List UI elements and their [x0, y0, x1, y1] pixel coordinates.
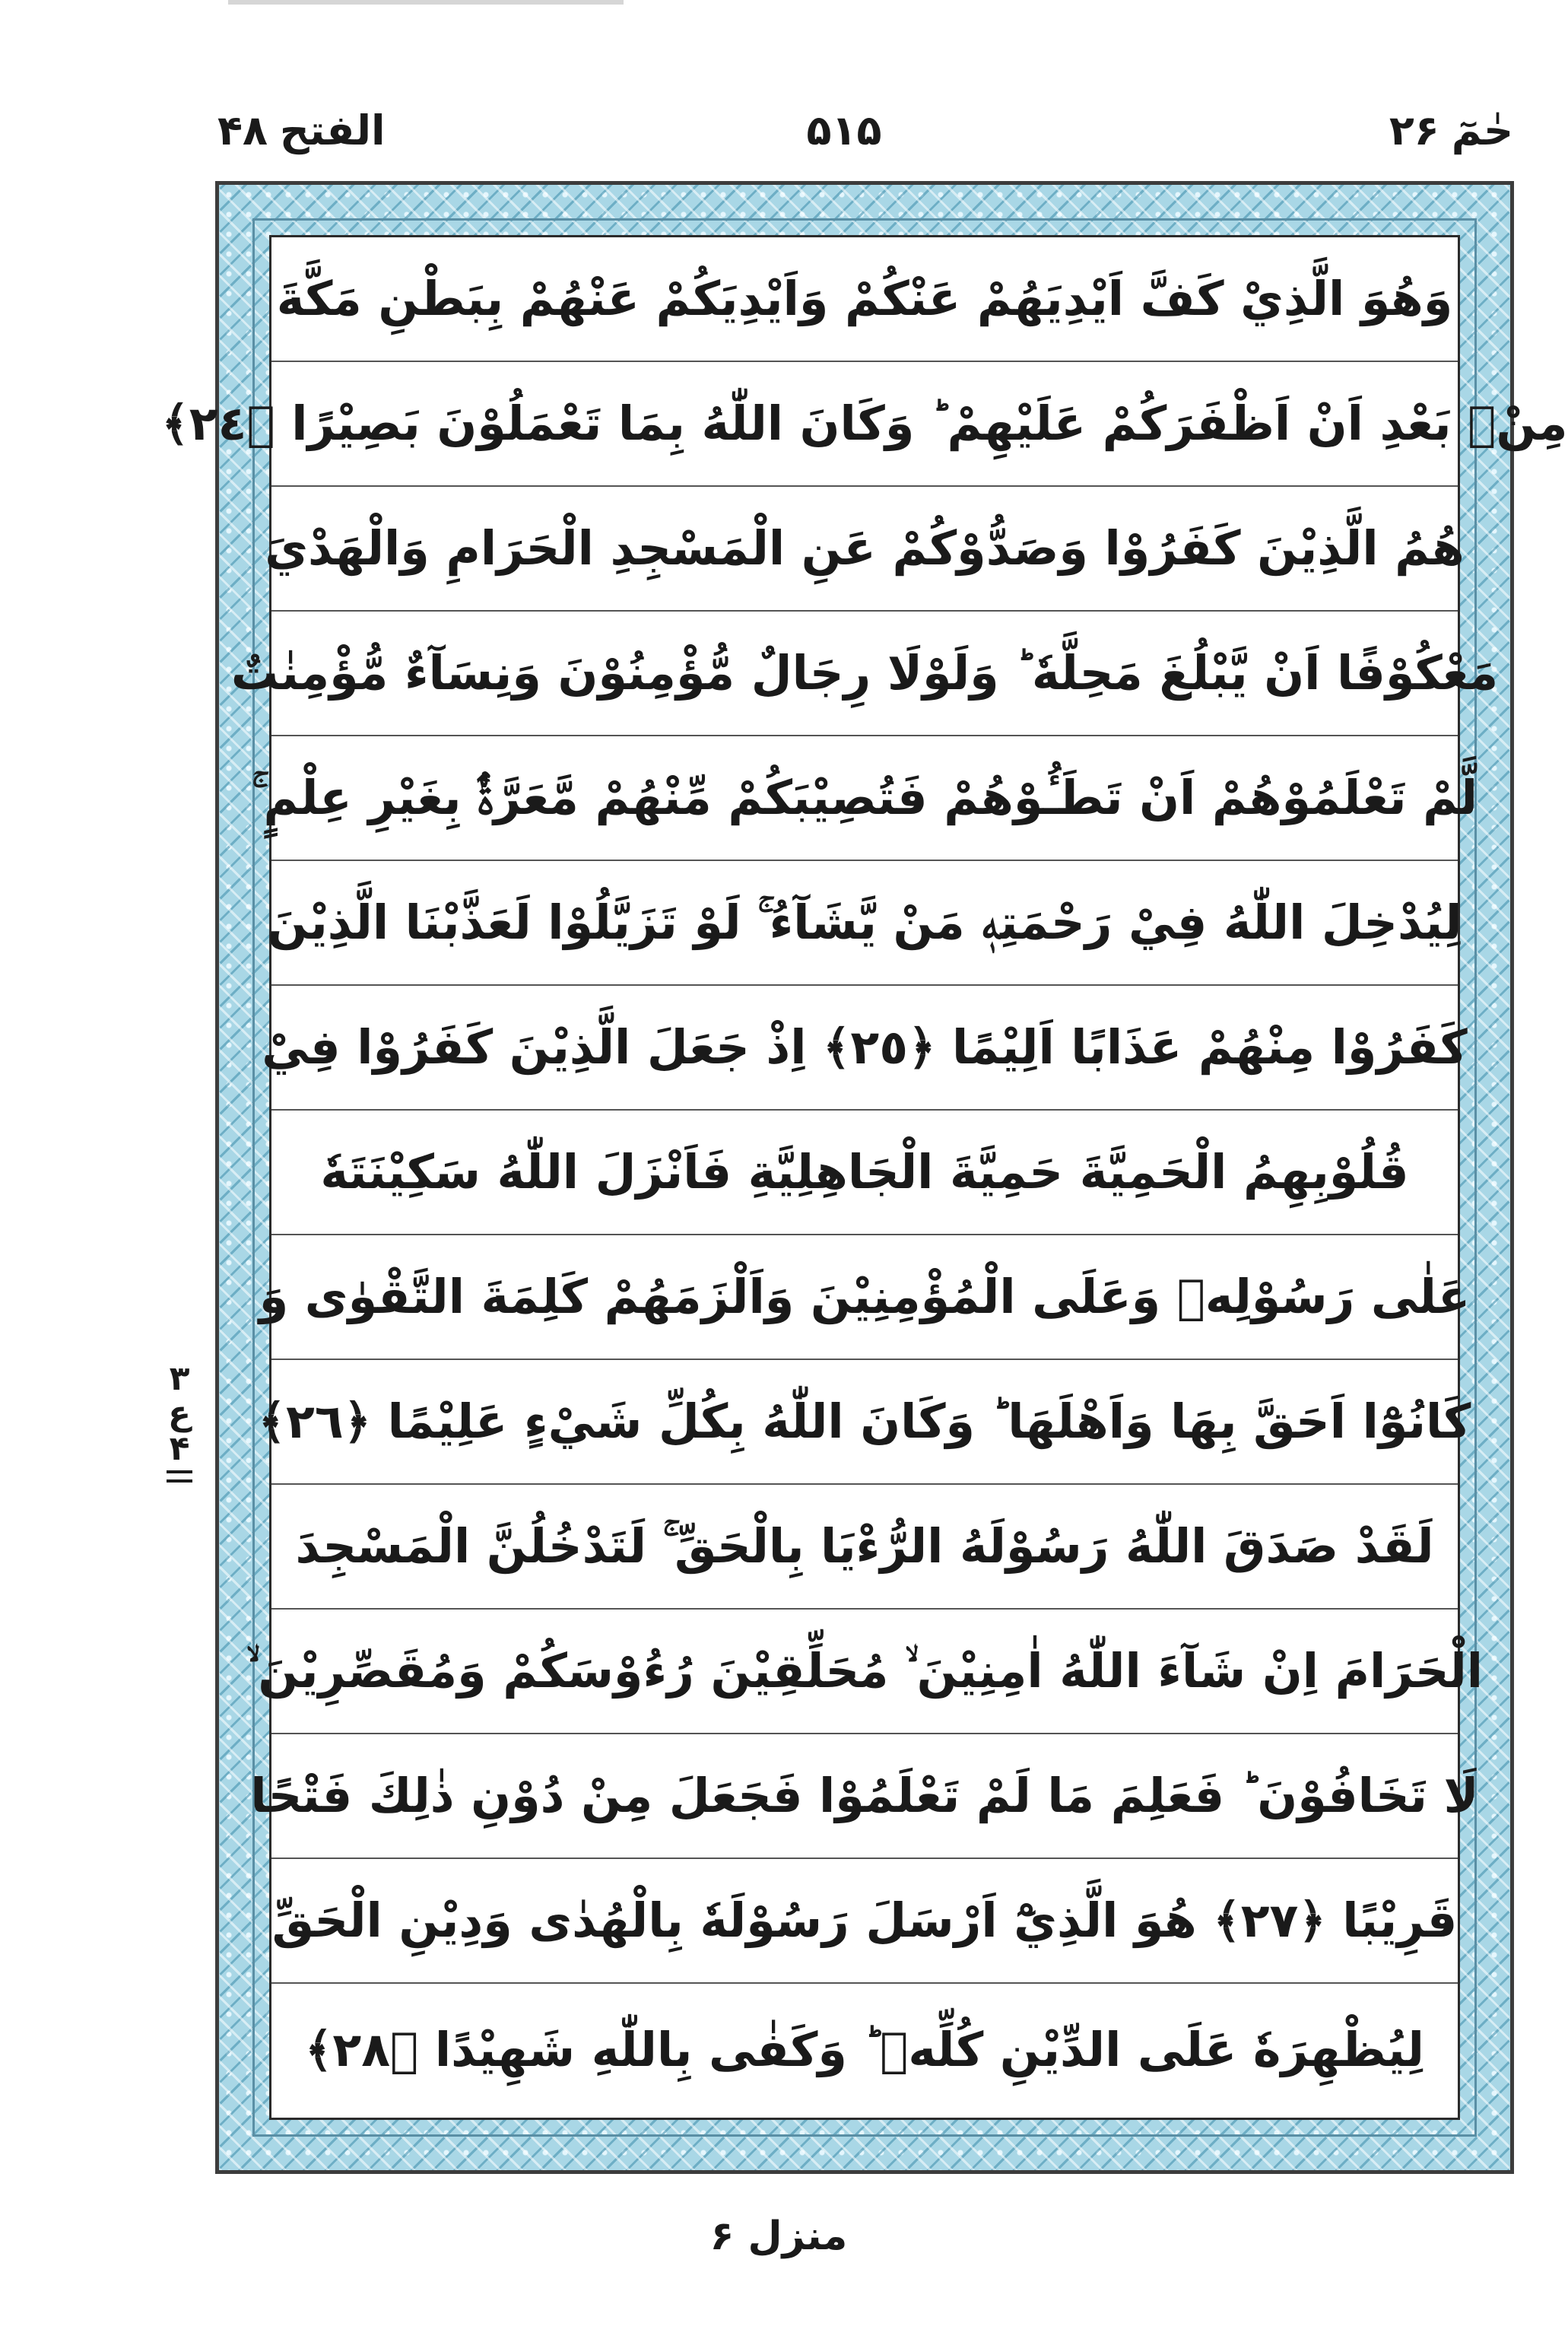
verse-line: الْحَرَامَ اِنْ شَآءَ اللّٰهُ اٰمِنِيْنَ ۙ مُحَلِّقِيْنَ رُءُوْسَكُمْ وَمُقَصِّرِيْنَ ۙ	[271, 1610, 1458, 1734]
verse-line: لِيُدْخِلَ اللّٰهُ فِيْ رَحْمَتِهٖ مَنْ يَّشَآءُ ۚ لَوْ تَزَيَّلُوْا لَعَذَّبْنَا الَّذِيْنَ	[271, 861, 1458, 986]
verse-line: هُمُ الَّذِيْنَ كَفَرُوْا وَصَدُّوْكُمْ عَنِ الْمَسْجِدِ الْحَرَامِ وَالْهَدْيَ	[271, 487, 1458, 612]
ruku-bottom-number: ۴	[169, 1429, 190, 1469]
decorative-border	[161, 181, 1568, 2174]
surah-number: ۴۸	[217, 106, 268, 154]
verse-text-panel	[161, 235, 1568, 2120]
top-edge-line	[228, 0, 624, 5]
verse-line: عَلٰى رَسُوْلِهٖ وَعَلَى الْمُؤْمِنِيْنَ وَاَلْزَمَهُمْ كَلِمَةَ التَّقْوٰى وَ	[271, 1235, 1458, 1360]
verse-line: قَرِيْبًا ﴿٢٧﴾ هُوَ الَّذِيْٓ اَرْسَلَ رَسُوْلَهٗ بِالْهُدٰى وَدِيْنِ الْحَقِّ	[271, 1859, 1458, 1984]
verse-line: مِنْۢ بَعْدِ اَنْ اَظْفَرَكُمْ عَلَيْهِمْ ؕ وَكَانَ اللّٰهُ بِمَا تَعْمَلُوْنَ بَصِيْرًا ﴿٢٤﴾	[271, 362, 1458, 487]
surah-name: الفتح	[279, 106, 386, 154]
surah-label	[205, 106, 386, 154]
verse-line: وَهُوَ الَّذِيْ كَفَّ اَيْدِيَهُمْ عَنْكُمْ وَاَيْدِيَكُمْ عَنْهُمْ بِبَطْنِ مَكَّةَ	[271, 237, 1458, 362]
page-header	[175, 97, 1513, 166]
verse-line: لِيُظْهِرَهٗ عَلَى الدِّيْنِ كُلِّهٖ ؕ وَكَفٰى بِاللّٰهِ شَهِيْدًا ﴿٢٨﴾	[305, 2022, 1424, 2077]
manzil-footer: منزل ۶	[709, 2213, 848, 2259]
verse-line: مَعْكُوْفًا اَنْ يَّبْلُغَ مَحِلَّهٗ ؕ وَلَوْلَا رِجَالٌ مُّؤْمِنُوْنَ وَنِسَآءٌ مُّؤْمِنٰتٌ	[271, 612, 1458, 736]
juz-number: ۲۶	[1389, 106, 1439, 154]
verse-line: كَفَرُوْا مِنْهُمْ عَذَابًا اَلِيْمًا ﴿٢٥﴾ اِذْ جَعَلَ الَّذِيْنَ كَفَرُوْا فِيْ	[271, 986, 1458, 1111]
juz-name: حٰمٓ	[1451, 106, 1513, 154]
verse-line: قُلُوْبِهِمُ الْحَمِيَّةَ حَمِيَّةَ الْجَاهِلِيَّةِ فَاَنْزَلَ اللّٰهُ سَكِيْنَتَهٗ	[271, 1111, 1458, 1235]
verse-line: لَا تَخَافُوْنَ ؕ فَعَلِمَ مَا لَمْ تَعْلَمُوْا فَجَعَلَ مِنْ دُوْنِ ذٰلِكَ فَتْحًا	[271, 1734, 1458, 1859]
ruku-marker	[157, 1359, 202, 1486]
verse-line: لَقَدْ صَدَقَ اللّٰهُ رَسُوْلَهُ الرُّءْيَا بِالْحَقِّ ۚ لَتَدْخُلُنَّ الْمَسْجِدَ	[271, 1485, 1458, 1610]
verse-line: كَانُوْٓا اَحَقَّ بِهَا وَاَهْلَهَا ؕ وَكَانَ اللّٰهُ بِكُلِّ شَيْءٍ عَلِيْمًا ﴿٢٦﴾	[271, 1360, 1458, 1485]
juz-label	[1377, 106, 1513, 154]
ruku-top-number: ۳	[169, 1359, 190, 1398]
ruku-divider	[167, 1479, 192, 1483]
ruku-divider	[167, 1470, 192, 1473]
ruku-symbol: ع	[167, 1394, 192, 1434]
verse-line: لَّمْ تَعْلَمُوْهُمْ اَنْ تَطَـُٔوْهُمْ فَتُصِيْبَكُمْ مِّنْهُمْ مَّعَرَّةٌۢ بِغَيْرِ عِلْمٍ ۚ	[271, 736, 1458, 861]
page-number: ۵۱۵	[806, 106, 882, 154]
